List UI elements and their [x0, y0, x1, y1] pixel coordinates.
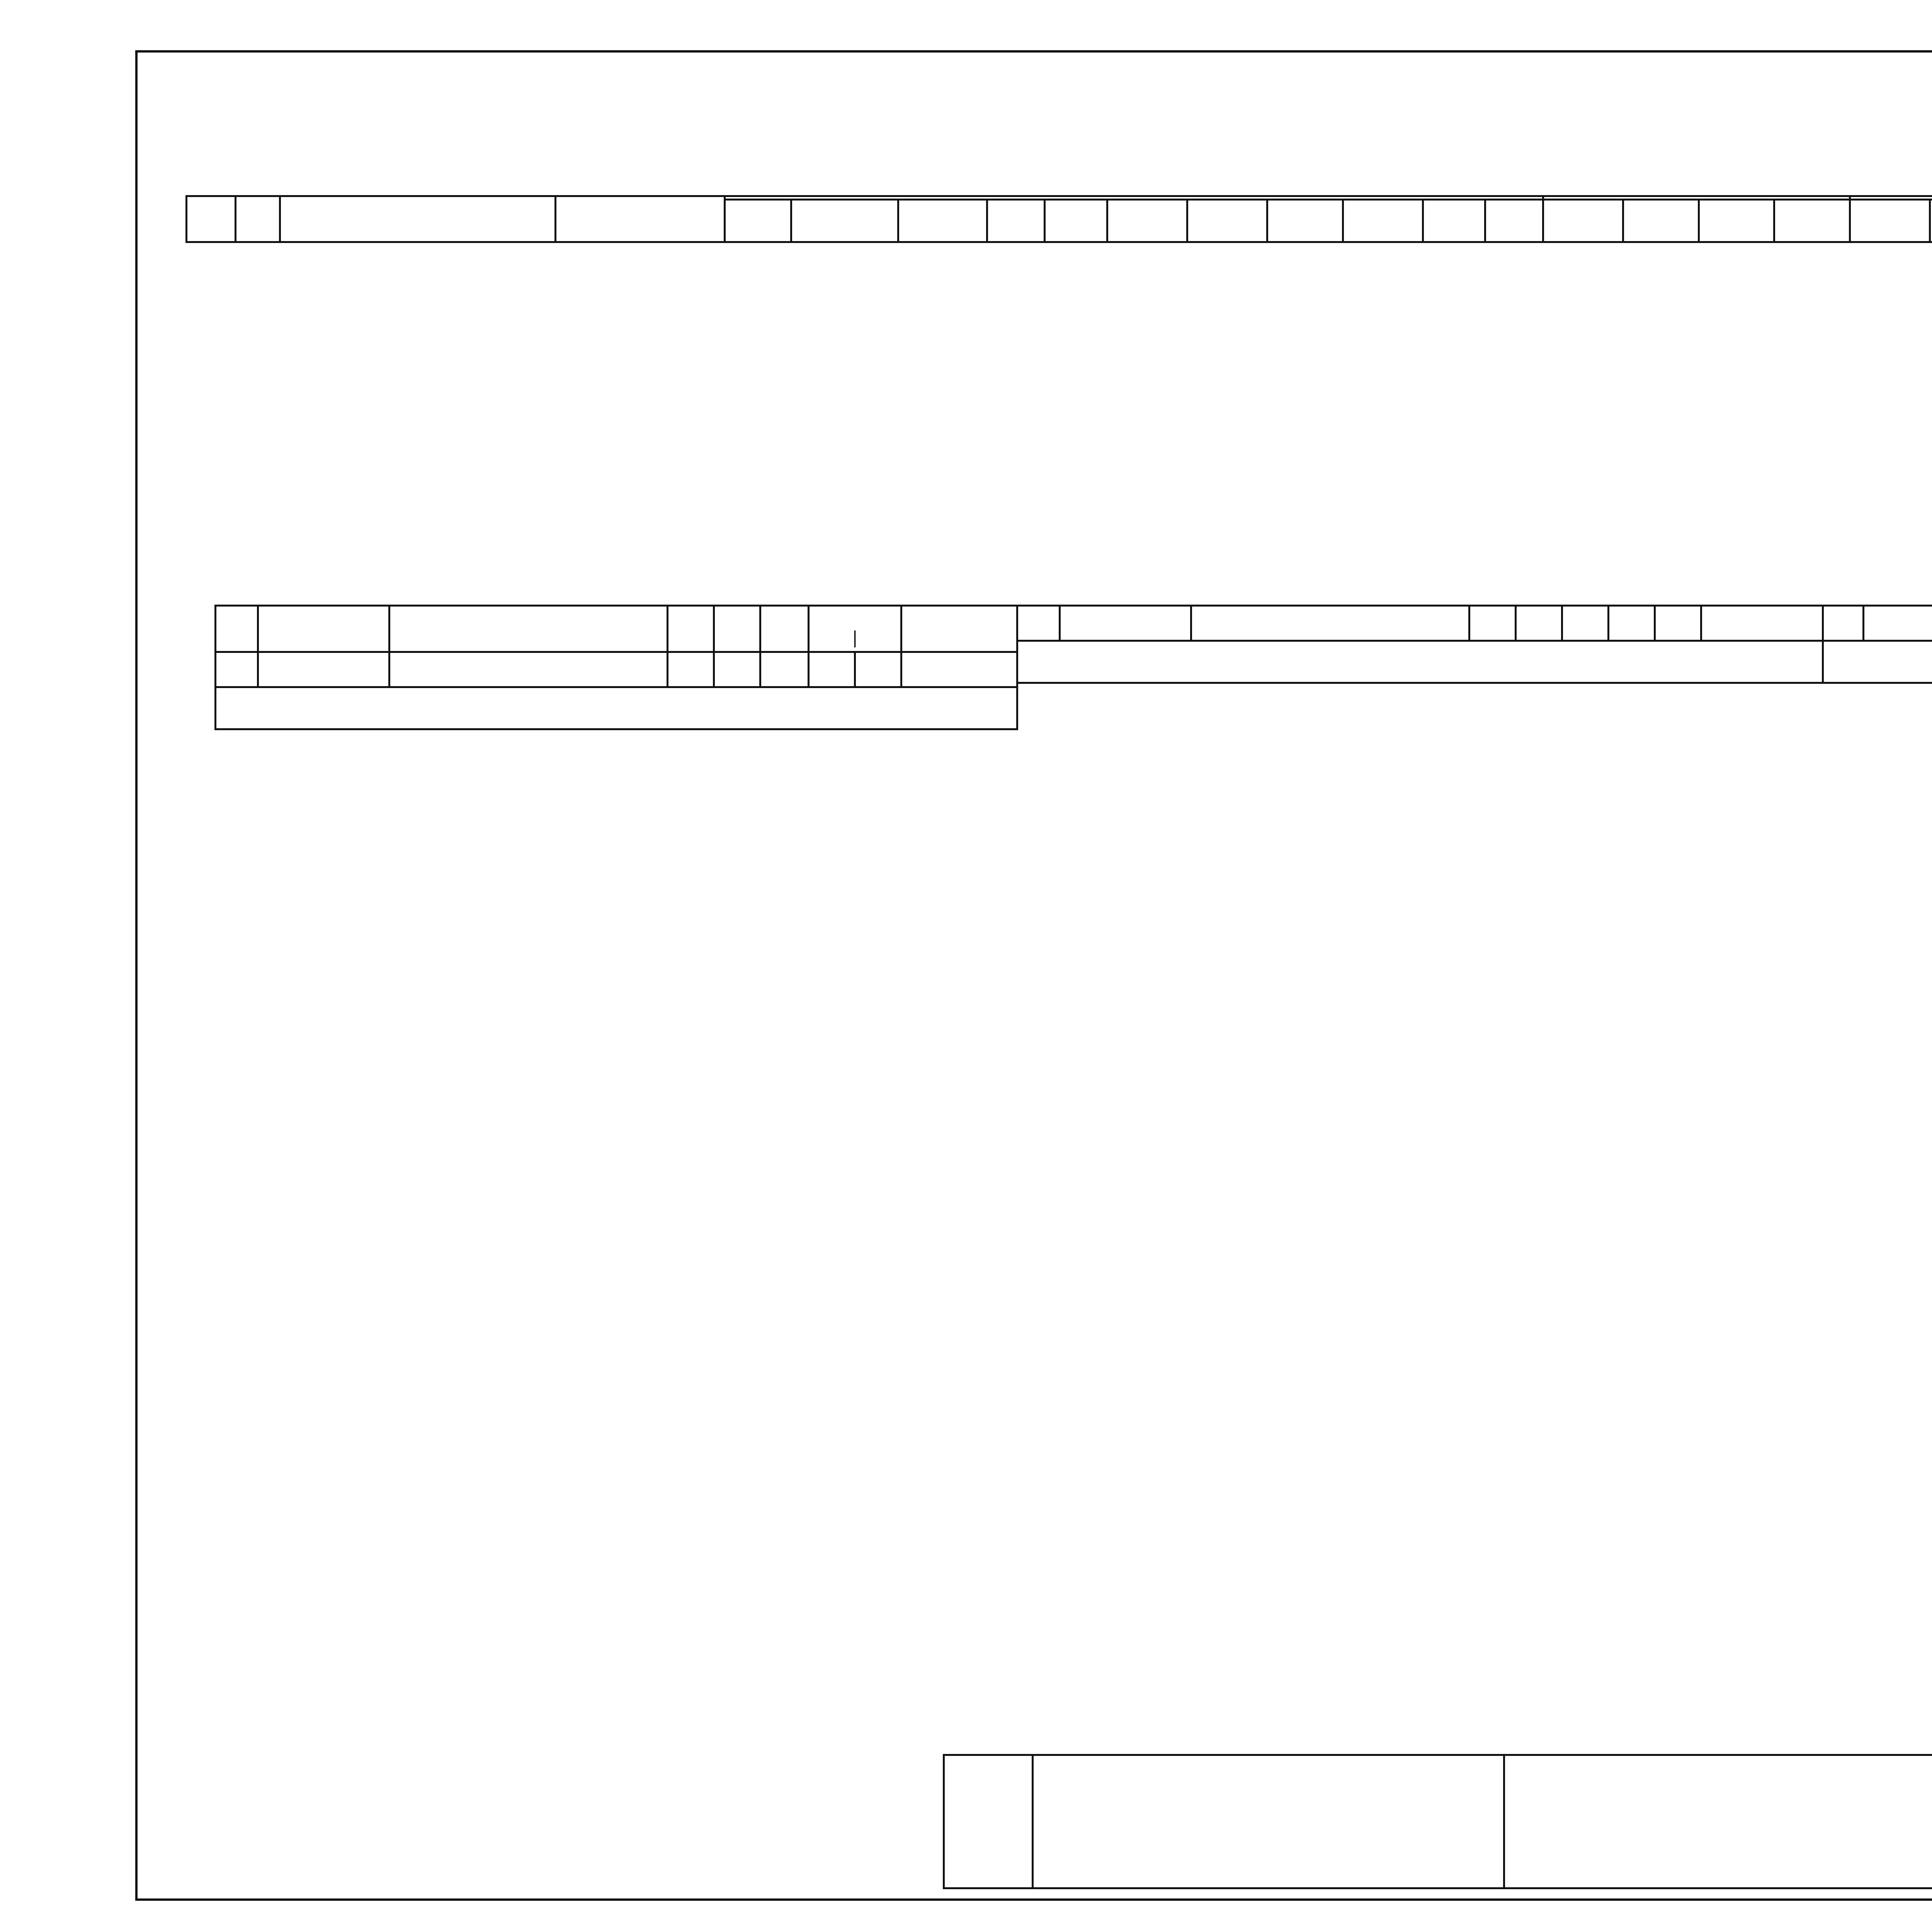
hdr-fan-col: [1485, 200, 1543, 242]
hdr-series: [258, 606, 389, 652]
hdr-location: [556, 196, 724, 242]
section-title: [1823, 641, 1932, 683]
column-number-row: [1823, 606, 1932, 641]
hdr-num: [216, 606, 258, 652]
hdr-fan-col: [1107, 200, 1187, 242]
spec-table-local-boiler: [1016, 605, 1824, 684]
hdr-qty: [714, 606, 760, 652]
hdr-heaters-group: [1850, 196, 1932, 200]
hdr-fan-col: [1187, 200, 1267, 242]
hdr-fan-col: [1045, 200, 1107, 242]
hdr-systems: [235, 196, 280, 242]
hdr-motor-col: [1623, 200, 1699, 242]
stamp-project-name: [1033, 1755, 1504, 1888]
hdr-note: [901, 606, 1017, 652]
hdr-fan-col: [1343, 200, 1423, 242]
hdr-room: [280, 196, 556, 242]
hdr-num: [187, 196, 236, 242]
drawing-frame: [135, 50, 1932, 1901]
hdr-motor-col: [1543, 200, 1623, 242]
spec-table-ventilation: [1822, 605, 1932, 684]
stamp-sheet-title: [1504, 1755, 1932, 1888]
hdr-fan-col: [987, 200, 1045, 242]
hdr-motors-group: [1543, 196, 1850, 200]
hdr-motor-col: [1699, 200, 1774, 242]
hdr-fan-col: [791, 200, 898, 242]
hdr-fan-col: [1267, 200, 1343, 242]
hdr-name: [389, 606, 668, 652]
spec-table-heat-network: [214, 605, 1018, 730]
hdr-heater-col: [1850, 200, 1930, 242]
hdr-motor-col: [1774, 200, 1850, 242]
column-number-row: [216, 652, 1017, 687]
hdr-fans-group: [724, 196, 1543, 200]
hdr-fan-col: [1423, 200, 1485, 242]
section-title: [1017, 641, 1823, 683]
hdr-heater-col: [1930, 200, 1932, 242]
section-title: [216, 687, 1017, 729]
characteristics-table: [185, 195, 1932, 243]
title-block: [943, 1754, 1932, 1889]
hdr-material: [760, 606, 809, 652]
hdr-weight: |: [809, 606, 901, 652]
hdr-fan-col: [724, 200, 791, 242]
stamp-year: [944, 1755, 1033, 1888]
hdr-fan-col: [898, 200, 987, 242]
hdr-unit: [668, 606, 714, 652]
column-number-row: [1017, 606, 1823, 641]
